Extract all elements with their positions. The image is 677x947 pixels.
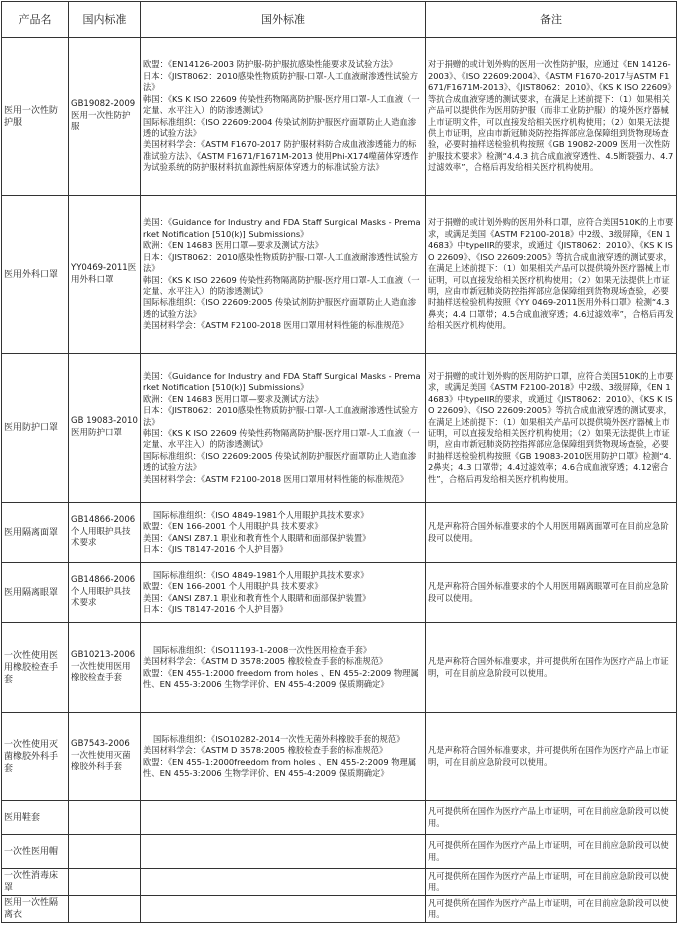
header-product: 产品名 bbox=[2, 2, 69, 38]
international-standard-line: 国际标准组织：《ISO 4849-1981个人用眼护具技术要求》 bbox=[153, 569, 369, 580]
remarks-cell: 凡是声称符合国外标准要求，并可提供所在国作为医疗产品上市证明，可在目前应急阶段可以使用。 bbox=[426, 713, 677, 801]
standards-table bbox=[1, 1, 677, 923]
remarks-cell: 对于捐赠的或计划外购的医用防护口罩，应符合美国510K的上市要求，或满足美国《ASTM F2100-2018》中2级、3级屏障，《EN 14683》中typeIIR的要求，或通过《JIST8062：2010》、《KS K ISO 22609》、《ISO 22609:2005》等抗合成血液穿透的测试要求，在满足上述前提下：（1）如果相关产品可以提供境外医疗器械上市证明，可以直接发给相关医疗机构使用；（2）如果无法提供上市证明，应由市新冠肺炎防控指挥部应急保障组到货物现场查验，必要时抽样送检验机构按照《GB 19083-2010医用防护口罩》检测“4.2鼻夹；4.3 口罩带；4.4过滤效率；4.6合成血液穿透；4.12密合性”，合格后再发给相关医疗机构使用。 bbox=[426, 354, 677, 503]
international-standard-line: 美国材料学会：《ASTM D 3578:2005 橡胶检查手套的标准规范》 bbox=[143, 745, 388, 756]
international-standards bbox=[141, 354, 426, 503]
header-remarks: 备注 bbox=[426, 2, 677, 38]
international-standard-line: 国际标准组织：《ISO 4849-1981个人用眼护具技术要求》 bbox=[153, 509, 369, 520]
international-standards bbox=[141, 38, 426, 196]
domestic-standard bbox=[69, 801, 141, 835]
table-row bbox=[2, 354, 677, 503]
domestic-standard bbox=[69, 869, 141, 896]
table-row bbox=[2, 713, 677, 801]
international-standard-line: 美国材料学会：《ASTM D 3578:2005 橡胶检查手套的标准规范》 bbox=[143, 656, 388, 667]
international-standard-line: 欧洲：《EN 14683 医用口罩—要求及测试方法》 bbox=[143, 240, 324, 251]
domestic-standard bbox=[69, 835, 141, 869]
table-body bbox=[2, 38, 677, 923]
international-standard-line: 欧盟：《EN 455-1:2000 freedom from holes 、EN 455-2:2009 物理属性、EN 455-3:2006 生物学评价、EN 455-4:2009 保质期确定》 bbox=[143, 667, 419, 689]
remarks-cell: 对于捐赠的或计划外购的医用一次性防护服，应通过《EN 14126-2003》、《ISO 22609:2004》、《ASTM F1670-2017与ASTM F1671/F1671M-2013》、《JIST8062：2010》、《KS K ISO 22609》等抗合成血液穿透的测试要求，在满足上述前提下：（1）如果相关产品可以提供作为医用防护服（而非工业防护服）的境外医疗器械上市证明文件，可以直接发给相关医疗机构使用；（2）如果无法提供上市证明，应由市新冠肺炎防控指挥部应急保障组到货物现场查验，必要时抽样送检验机构按照《GB 19082-2009 医用一次性防护服技术要求》检测“4.4.3 抗合成血液穿透性、4.5断裂强力、4.7过滤效率”，合格后再发给相关医疗机构使用。 bbox=[426, 38, 677, 196]
remarks-cell: 凡可提供所在国作为医疗产品上市证明，可在目前应急阶段可以使用。 bbox=[426, 835, 677, 869]
international-standards bbox=[141, 801, 426, 835]
international-standard-line: 日本：《JIST8062：2010感染性物质防护服-口罩-人工血液耐渗透性试验方法》 bbox=[143, 251, 419, 274]
international-standard-line: 日本：《JIS T8147-2016 个人护目器》 bbox=[143, 603, 288, 614]
product-name: 医用一次性隔离衣 bbox=[2, 896, 69, 923]
international-standard-line: 国际标准组织：《ISO11193-1-2008一次性医用检查手套》 bbox=[153, 644, 372, 655]
international-standard-line: 欧盟：《EN14126-2003 防护服-防护服抗感染性能要求及试验方法》 bbox=[143, 59, 398, 70]
table-row bbox=[2, 503, 677, 563]
domestic-standard: GB19082-2009医用一次性防护服 bbox=[69, 38, 141, 196]
international-standard-line: 国际标准组织：《ISO10282-2014一次性无菌外科橡胶手套的规范》 bbox=[153, 733, 405, 744]
table-row bbox=[2, 196, 677, 354]
product-name: 医用防护口罩 bbox=[2, 354, 69, 503]
table-row bbox=[2, 896, 677, 923]
international-standards bbox=[141, 869, 426, 896]
international-standard-line: 美国：《Guidance for Industry and FDA Staff Surgical Masks - Premarket Notification [510(k)] Submissions》 bbox=[143, 370, 421, 393]
international-standards bbox=[141, 835, 426, 869]
international-standard-line: 欧盟：《EN 455-1:2000freedom from holes 、EN 455-2:2009 物理属性、EN 455-3:2006 生物学评价、EN 455-4:2009 保质期确定》 bbox=[143, 756, 417, 778]
domestic-standard: GB 19083-2010医用防护口罩 bbox=[69, 354, 141, 503]
product-name: 医用隔离面罩 bbox=[2, 503, 69, 563]
product-name: 医用外科口罩 bbox=[2, 196, 69, 354]
international-standard-line: 欧盟：《EN 166-2001 个人用眼护具 技术要求》 bbox=[143, 521, 323, 532]
table-row bbox=[2, 623, 677, 713]
remarks-cell: 凡是声称符合国外标准要求的个人用医用隔离眼罩可在目前应急阶段可以使用。 bbox=[426, 563, 677, 623]
international-standards bbox=[141, 563, 426, 623]
domestic-standard: GB10213-2006一次性使用医用橡胶检查手套 bbox=[69, 623, 141, 713]
international-standard-line: 日本：《JIST8062：2010感染性物质防护服-口罩-人工血液耐渗透性试验方法》 bbox=[143, 405, 419, 427]
international-standard-line: 日本：《JIST8062：2010感染性物质防护服-口罩-人工血液耐渗透性试验方法》 bbox=[143, 70, 419, 93]
domestic-standard: GB14866-2006个人用眼护具技术要求 bbox=[69, 503, 141, 563]
international-standard-line: 美国材料学会：《ASTM F2100-2018 医用口罩用材料性能的标准规范》 bbox=[143, 473, 409, 484]
remarks-cell: 凡是声称符合国外标准要求的个人用医用隔离面罩可在目前应急阶段可以使用。 bbox=[426, 503, 677, 563]
remarks-cell: 凡可提供所在国作为医疗产品上市证明，可在目前应急阶段可以使用。 bbox=[426, 869, 677, 896]
remarks-cell: 对于捐赠的或计划外购的医用外科口罩，应符合美国510K的上市要求，或满足美国《ASTM F2100-2018》中2级、3级屏障，《EN 14683》中typeIIR的要求，或通过《JIST8062：2010》、《KS K ISO 22609》、《ISO 22609:2005》等抗合成血液穿透的测试要求，在满足上述前提下：（1）如果相关产品可以提供境外医疗器械上市证明，可以直接发给相关医疗机构使用；（2）如果无法提供上市证明，应由市新冠肺炎防控指挥部应急保障组到货物现场查验，必要时抽样送检验机构按照《YY 0469-2011医用外科口罩》检测“4.3 鼻夹；4.4 口罩带；4.5合成血液穿透；4.6过滤效率”，合格后再发给相关医疗机构使用。 bbox=[426, 196, 677, 354]
international-standard-line: 美国：《ANSI Z87.1 职业和教育性个人眼睛和面部保护装置》 bbox=[143, 532, 371, 543]
international-standards bbox=[141, 896, 426, 923]
remarks-cell: 凡可提供所在国作为医疗产品上市证明，可在目前应急阶段可以使用。 bbox=[426, 801, 677, 835]
international-standards bbox=[141, 623, 426, 713]
table-row bbox=[2, 563, 677, 623]
table-row bbox=[2, 801, 677, 835]
product-name: 医用一次性防护服 bbox=[2, 38, 69, 196]
international-standard-line: 日本：《JIS T8147-2016 个人护目器》 bbox=[143, 543, 288, 554]
domestic-standard: GB7543-2006一次性使用灭菌橡胶外科手套 bbox=[69, 713, 141, 801]
header-row bbox=[2, 2, 677, 38]
international-standard-line: 国际标准组织：《ISO 22609:2004 传染试剂防护服医疗面罩防止人造血渗透的试验方法》 bbox=[143, 116, 417, 138]
international-standard-line: 欧盟：《EN 166-2001 个人用眼护具 技术要求》 bbox=[143, 581, 323, 592]
domestic-standard bbox=[69, 896, 141, 923]
international-standard-line: 韩国：《KS K ISO 22609 传染性药物隔离防护服-医疗用口罩-人工血液（一定量、水平注入）的防渗透测试》 bbox=[143, 93, 420, 116]
international-standard-line: 美国材料学会：《ASTM F1670-2017 防护服材料防合成血液渗透能力的标准试验方法》、《ASTM F1671/F1671M-2013 使用Phi-X174噬菌体穿透作为试验系统的防护服材料抗血源性病原体穿透力的标准试验方法》 bbox=[143, 139, 419, 173]
product-name: 一次性使用灭菌橡胶外科手套 bbox=[2, 713, 69, 801]
domestic-standard: YY0469-2011医用外科口罩 bbox=[69, 196, 141, 354]
product-name: 一次性消毒床罩 bbox=[2, 869, 69, 896]
header-domestic: 国内标准 bbox=[69, 2, 141, 38]
international-standard-line: 国际标准组织：《ISO 22609:2005 传染试剂防护服医疗面罩防止人造血渗透的试验方法》 bbox=[143, 297, 417, 319]
international-standards bbox=[141, 503, 426, 563]
product-name: 一次性医用帽 bbox=[2, 835, 69, 869]
international-standard-line: 美国材料学会：《ASTM F2100-2018 医用口罩用材料性能的标准规范》 bbox=[143, 320, 409, 331]
table-row bbox=[2, 38, 677, 196]
international-standard-line: 欧洲：《EN 14683 医用口罩—要求及测试方法》 bbox=[143, 393, 324, 404]
product-name: 医用鞋套 bbox=[2, 801, 69, 835]
table-row bbox=[2, 869, 677, 896]
remarks-cell: 凡可提供所在国作为医疗产品上市证明，可在目前应急阶段可以使用。 bbox=[426, 896, 677, 923]
international-standard-line: 美国：《Guidance for Industry and FDA Staff Surgical Masks - Premarket Notification [510(k)] Submissions》 bbox=[143, 217, 421, 239]
header-international: 国外标准 bbox=[141, 2, 426, 38]
table-row bbox=[2, 835, 677, 869]
international-standard-line: 国际标准组织：《ISO 22609:2005 传染试剂防护服医疗面罩防止人造血渗透的试验方法》 bbox=[143, 450, 417, 473]
international-standard-line: 韩国：《KS K ISO 22609 传染性药物隔离防护服-医疗用口罩-人工血液（一定量、水平注入）的防渗透测试》 bbox=[143, 428, 420, 450]
domestic-standard: GB14866-2006个人用眼护具技术要求 bbox=[69, 563, 141, 623]
product-name: 医用隔离眼罩 bbox=[2, 563, 69, 623]
remarks-cell: 凡是声称符合国外标准要求，并可提供所在国作为医疗产品上市证明，可在目前应急阶段可以使用。 bbox=[426, 623, 677, 713]
product-name: 一次性使用医用橡胶检查手套 bbox=[2, 623, 69, 713]
international-standard-line: 韩国：《KS K ISO 22609 传染性药物隔离防护服-医疗用口罩-人工血液（一定量、水平注入）的防渗透测试》 bbox=[143, 274, 420, 296]
international-standard-line: 美国：《ANSI Z87.1 职业和教育性个人眼睛和面部保护装置》 bbox=[143, 592, 371, 603]
international-standards bbox=[141, 713, 426, 801]
international-standards bbox=[141, 196, 426, 354]
